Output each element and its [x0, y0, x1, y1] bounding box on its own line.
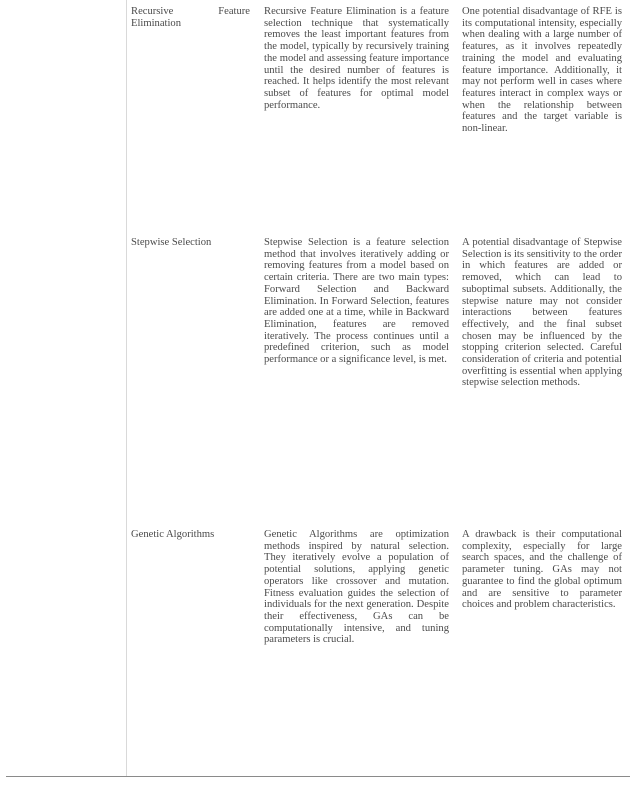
technique-description: Recursive Feature Elimination is a feature selection technique that systematically removes the least important features from the model, typically by recursively training the model and assessing feature importance until the desired number of features is reached. It helps identify the most relevant subset of features for optimal model performance.: [264, 6, 449, 111]
technique-description: Stepwise Selection is a feature selection method that involves iteratively adding or removing features from a model based on certain criteria. There are two main types: Forward Selection and Backward Elimination. In Forward Selection, features are added one at a time, while in Backward Elimination, features are removed iteratively. The process continues until a predefined criterion, such as model performance or a significance level, is met.: [264, 237, 449, 366]
technique-description: Genetic Algorithms are optimization methods inspired by natural selection. They iteratively evolve a population of potential solutions, applying genetic operators like crossover and mutation. Fitness evaluation guides the selection of individuals for the next generation. Despite their effectiveness, GAs can be computationally intensive, and tuning parameters is crucial.: [264, 529, 449, 646]
technique-name: Genetic Algorithms: [131, 529, 215, 540]
table-bottom-border: [6, 776, 630, 777]
technique-disadvantage: One potential disadvantage of RFE is its computational intensity, especially when dealing with a large number of features, as it involves repeatedly training the model and evaluating feature importance. Additionally, it may not perform well in cases where features interact in complex ways or when the relationship between features and the target variable is non-linear.: [462, 6, 622, 135]
technique-disadvantage: A drawback is their computational complexity, especially for large search spaces, and the challenge of parameter tuning. GAs may not guarantee to find the global optimum and are sensitive to parameter choices and problem characteristics.: [462, 529, 622, 611]
technique-name: Stepwise Selection: [131, 237, 212, 248]
technique-disadvantage: A potential disadvantage of Stepwise Selection is its sensitivity to the order in which features are added or removed, which can lead to suboptimal subsets. Additionally, the stepwise nature may not consider interactions between features effectively, and the final subset chosen may be influenced by the stopping criterion selected. Careful consideration of criteria and potential overfitting is essential when applying stepwise selection methods.: [462, 237, 622, 389]
technique-name: Recursive Feature Elimination: [131, 6, 250, 29]
table-left-border: [126, 0, 127, 776]
